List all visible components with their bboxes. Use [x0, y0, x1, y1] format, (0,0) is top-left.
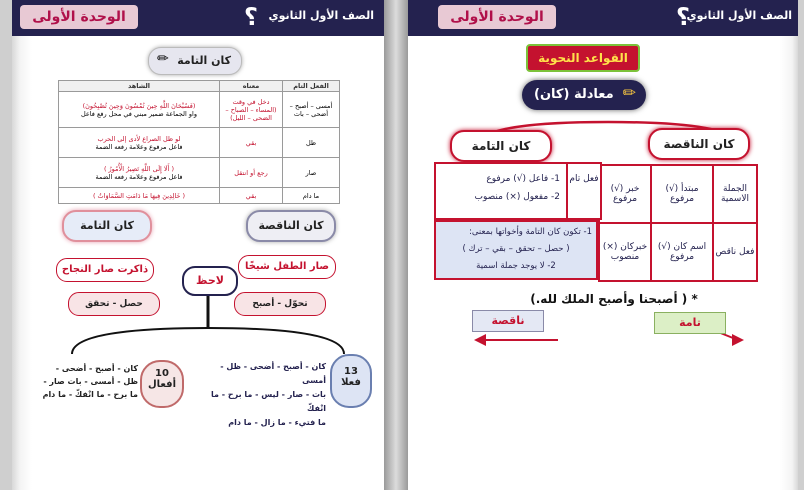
tamma-note-line: 1- تكون كان التامة وأخواتها بمعنى: [468, 227, 592, 237]
book-spine [384, 0, 408, 490]
tamma-note-line: 2- لا يوجد جملة اسمية [476, 261, 556, 271]
tamma-count-badge [140, 360, 184, 408]
example-sentence: * ( أصبحنا وأصبح الملك لله.) [530, 292, 698, 306]
right-header-banner [408, 0, 798, 36]
unit-title: الوحدة الأولى [438, 5, 556, 29]
cell-meaning: بقي [220, 188, 283, 204]
ism-kana-cell: اسم كان (√) مرفوع [651, 223, 713, 281]
right-page [408, 0, 798, 490]
table-row [59, 158, 340, 188]
kana-naqisa-heading: كان الناقصة [648, 128, 750, 160]
cell-meaning: رجع أو انتقل [220, 158, 283, 188]
cell-verb: صار [283, 158, 340, 188]
kana-equation-pill: ✏ معادلة (كان) [522, 80, 646, 110]
col-header-evidence: الشاهد [59, 81, 220, 92]
naqisa-count-number: 13 [344, 366, 358, 377]
table-header-row [59, 81, 340, 92]
khabar-cell: خبر (√) مرفوع [599, 165, 651, 223]
cell-evidence [59, 128, 220, 158]
fil-naqis-cell: فعل ناقص [713, 223, 757, 281]
naqisa-verbs-list [196, 360, 326, 430]
question-mark-icon: ؟ [244, 3, 258, 31]
kana-tamma-heading: كان التامة [450, 130, 552, 162]
list-item: ما فتيء - ما زال - ما دام [228, 418, 326, 427]
left-header-banner [12, 0, 384, 36]
tamma-example: ذاكرت صار النجاح [56, 258, 154, 282]
table-row [59, 92, 340, 128]
list-item: كان - أصبح - أضحى - [55, 364, 138, 373]
evidence-text: (فَسُبْحَانَ اللَّهِ حِينَ تُمْسُونَ وَحِينَ تُصْبِحُونَ) [82, 101, 196, 110]
cell-verb: ظل [283, 128, 340, 158]
cell-evidence [59, 92, 220, 128]
tamma-line: 1- فاعل (√) مرفوع [486, 174, 560, 184]
evidence-text: ( أَلَا إِلَى اللَّهِ تَصِيرُ الْأُمُورُ ) [103, 164, 175, 173]
nominal-sentence-cell: الجملة الاسمية [713, 165, 757, 223]
evidence-note: واو الجماعة ضمير مبني في محل رفع فاعل [81, 109, 197, 118]
question-mark-icon: ؟ [676, 3, 690, 31]
tamma-note-box [434, 220, 598, 280]
evidence-note: فاعل مرفوع وعلامة رفعه الضمة [95, 172, 183, 181]
tamma-line: 2- مفعول (×) منصوب [474, 192, 560, 202]
kana-naqisa-capsule: كان الناقصة [246, 210, 336, 242]
grid-row-nominal [599, 165, 757, 223]
table-row [59, 128, 340, 158]
kana-tamma-title: ✏ كان التامة [148, 47, 242, 75]
cell-verb: ما دام [283, 188, 340, 204]
grid-row-naqis [599, 223, 757, 281]
pencil-icon: ✏ [157, 51, 169, 67]
naqisa-meaning: تحوّل - أصبح [234, 292, 326, 316]
cell-verb: أمسى – أصبح – أضحى – بات [283, 92, 340, 128]
list-item: كان - أصبح - أضحى - ظل - أمسى [220, 362, 326, 385]
pencil-icon: ✏ [622, 83, 636, 102]
tamma-count-word: أفعال [147, 379, 177, 390]
cell-evidence [59, 158, 220, 188]
naqisa-tag: ناقصة [472, 310, 544, 332]
khabar-kana-cell: خبركان (×) منصوب [599, 223, 651, 281]
evidence-note: فاعل مرفوع وعلامة رفعه الضمة [95, 142, 183, 151]
col-header-meaning: معناه [220, 81, 283, 92]
list-item: بات - صار - ليس - ما برح - ما انْفكّ [211, 390, 326, 413]
fil-tam-cell: فعل تام [566, 164, 600, 218]
tamma-note-line: ( حصل – تحقق – بقي – ترك ) [462, 244, 570, 254]
tamma-box [434, 162, 602, 220]
col-header-verb: الفعل التام [283, 81, 340, 92]
tamma-verbs-list [34, 362, 138, 401]
naqisa-grid [598, 164, 758, 282]
mubtada-cell: مبتدأ (√) مرفوع [651, 165, 713, 223]
kana-tamma-capsule: كان التامة [62, 210, 152, 242]
naqisa-example: صار الطفل شيخًا [238, 255, 336, 279]
evidence-text: لو ظل الصراع لأدى إلى الحرب [97, 134, 181, 143]
left-page [12, 0, 384, 490]
unit-title: الوحدة الأولى [20, 5, 138, 29]
cell-evidence: ( خَالِدِينَ فِيهَا مَا دَامَتِ السَّمَاوَاتُ ) [59, 188, 220, 204]
list-item: ظل - أمسى - بات صار - [43, 377, 138, 386]
table-row [59, 188, 340, 204]
grammar-rules-label: القواعد النحوية [526, 44, 640, 72]
tamma-verbs-table [58, 80, 340, 204]
naqisa-count-badge [330, 354, 372, 408]
cell-meaning: دخل في وقت (المساء – الصباح – الضحى – الليل) [220, 92, 283, 128]
naqisa-count-word: فعلا [341, 377, 361, 388]
tamma-tag: تامة [654, 312, 726, 334]
tamma-box-lines [440, 170, 560, 206]
list-item: ما برح - ما انْفكّ - ما دام [42, 390, 138, 399]
grade-label: الصف الأول الثانوي [686, 9, 792, 22]
grade-label: الصف الأول الثانوي [268, 9, 374, 22]
cell-meaning: بقي [220, 128, 283, 158]
notice-badge: لاحظ [182, 266, 238, 296]
tamma-meaning: حصل - تحقق [68, 292, 160, 316]
tamma-count-number: 10 [155, 368, 169, 379]
